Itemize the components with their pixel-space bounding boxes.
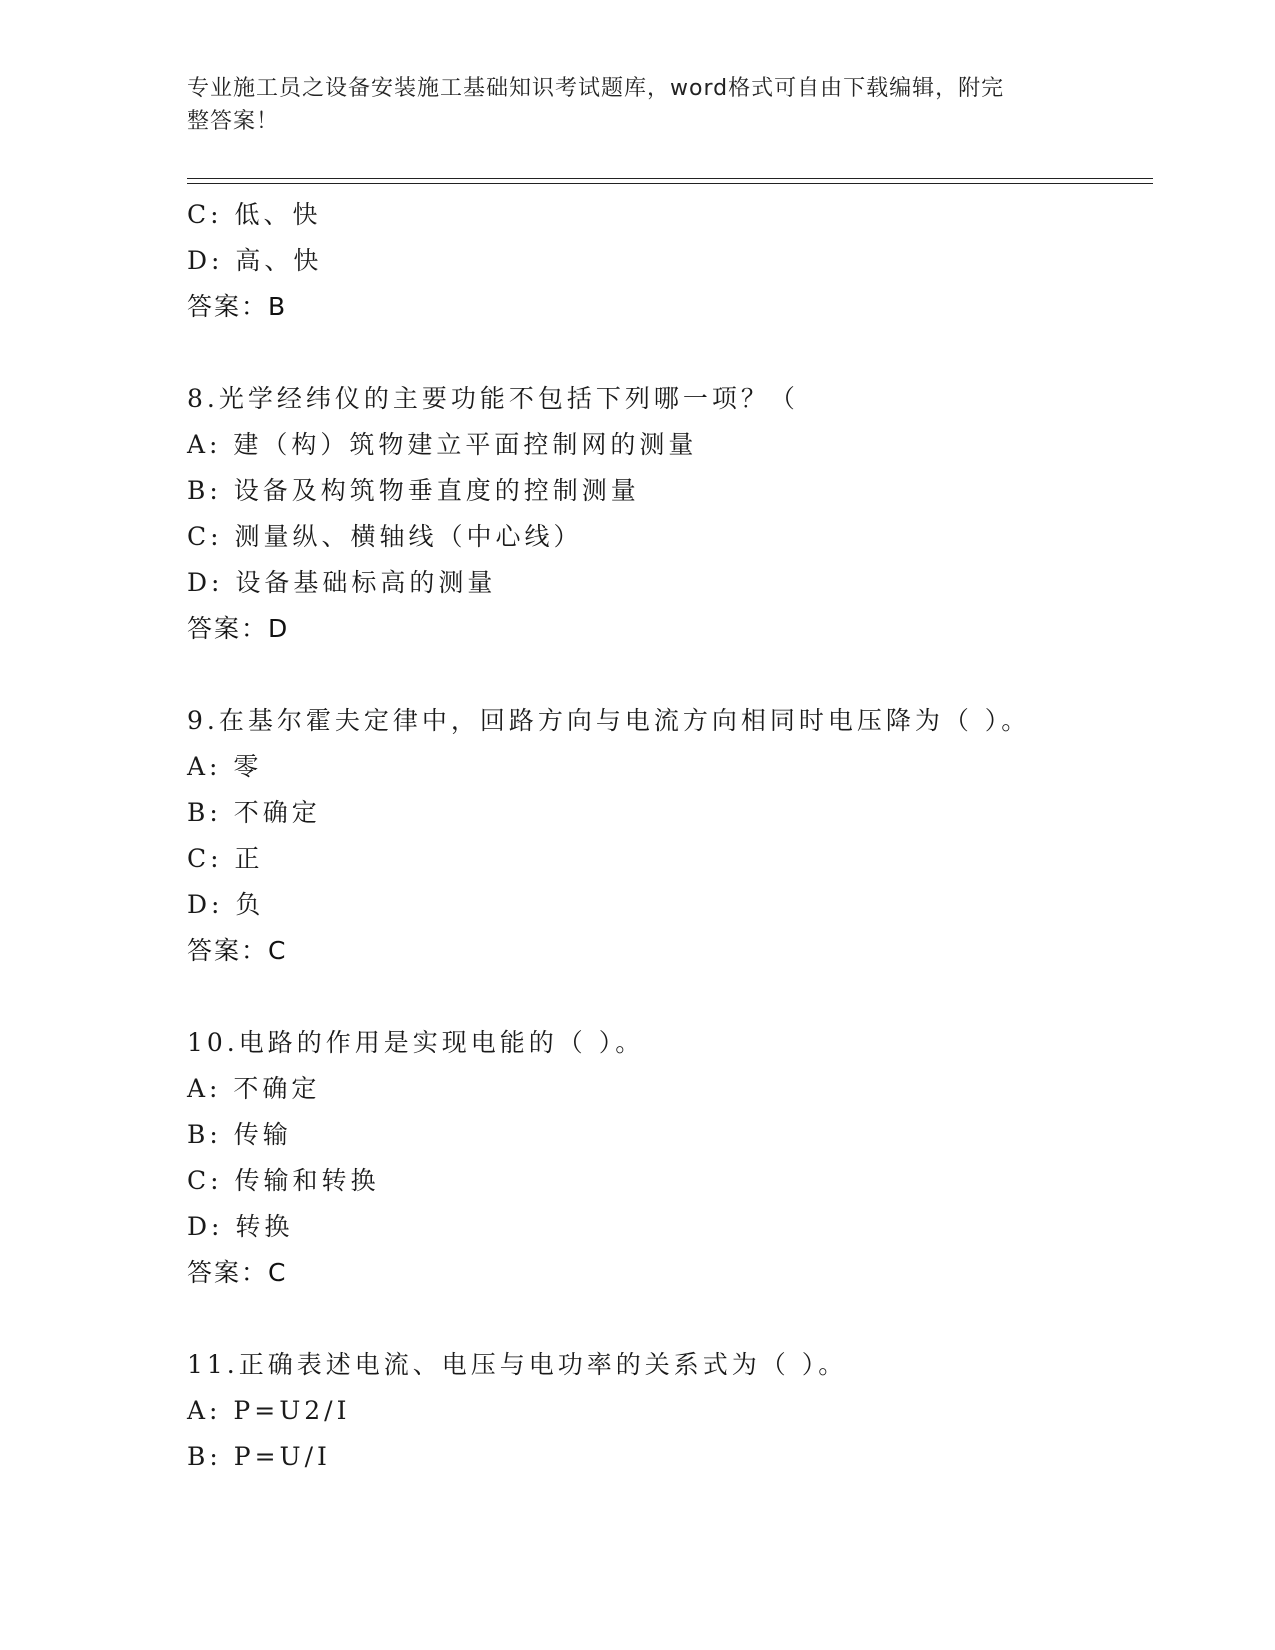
spacer [187, 330, 1147, 376]
option-d: D: 高、快 [187, 246, 323, 275]
spacer [187, 1296, 1147, 1342]
option-d: D: 负 [187, 890, 265, 919]
option-a: A: 建（构）筑物建立平面控制网的测量 [187, 430, 698, 459]
answer-line: 答案：C [187, 1258, 288, 1287]
answer-line: 答案：B [187, 292, 288, 321]
question-block-8 [187, 376, 1147, 652]
option-a: A: 零 [187, 752, 263, 781]
option-a: A: 不确定 [187, 1074, 321, 1103]
question-text: 10.电路的作用是实现电能的（ ）。 [187, 1028, 645, 1057]
header-line-1: 专业施工员之设备安装施工基础知识考试题库，word格式可自由下载编辑，附完 [187, 76, 1005, 101]
question-text: 8.光学经纬仪的主要功能不包括下列哪一项？（ [187, 384, 799, 413]
option-b: B: 不确定 [187, 798, 321, 827]
question-text: 11.正确表述电流、电压与电功率的关系式为（ ）。 [187, 1350, 848, 1379]
question-text: 9.在基尔霍夫定律中，回路方向与电流方向相同时电压降为（ ）。 [187, 706, 1031, 735]
header-line-2: 整答案！ [187, 109, 280, 134]
option-b: B: P=U/I [187, 1442, 331, 1471]
option-b: B: 设备及构筑物垂直度的控制测量 [187, 476, 640, 505]
document-header [187, 72, 1067, 138]
option-c: C: 低、快 [187, 200, 322, 229]
option-c: C: 测量纵、横轴线（中心线） [187, 522, 583, 551]
option-d: D: 设备基础标高的测量 [187, 568, 497, 597]
question-block-9 [187, 698, 1147, 974]
question-block-11 [187, 1342, 1147, 1480]
question-block-prev [187, 192, 1147, 330]
answer-line: 答案：C [187, 936, 288, 965]
header-rule-top [187, 178, 1153, 179]
option-a: A: P=U2/I [187, 1396, 351, 1425]
header-rule-bottom [187, 183, 1153, 184]
option-b: B: 传输 [187, 1120, 292, 1149]
spacer [187, 652, 1147, 698]
question-list [187, 192, 1147, 1480]
option-c: C: 传输和转换 [187, 1166, 380, 1195]
option-d: D: 转换 [187, 1212, 294, 1241]
option-c: C: 正 [187, 844, 264, 873]
answer-line: 答案：D [187, 614, 290, 643]
question-block-10 [187, 1020, 1147, 1296]
spacer [187, 974, 1147, 1020]
